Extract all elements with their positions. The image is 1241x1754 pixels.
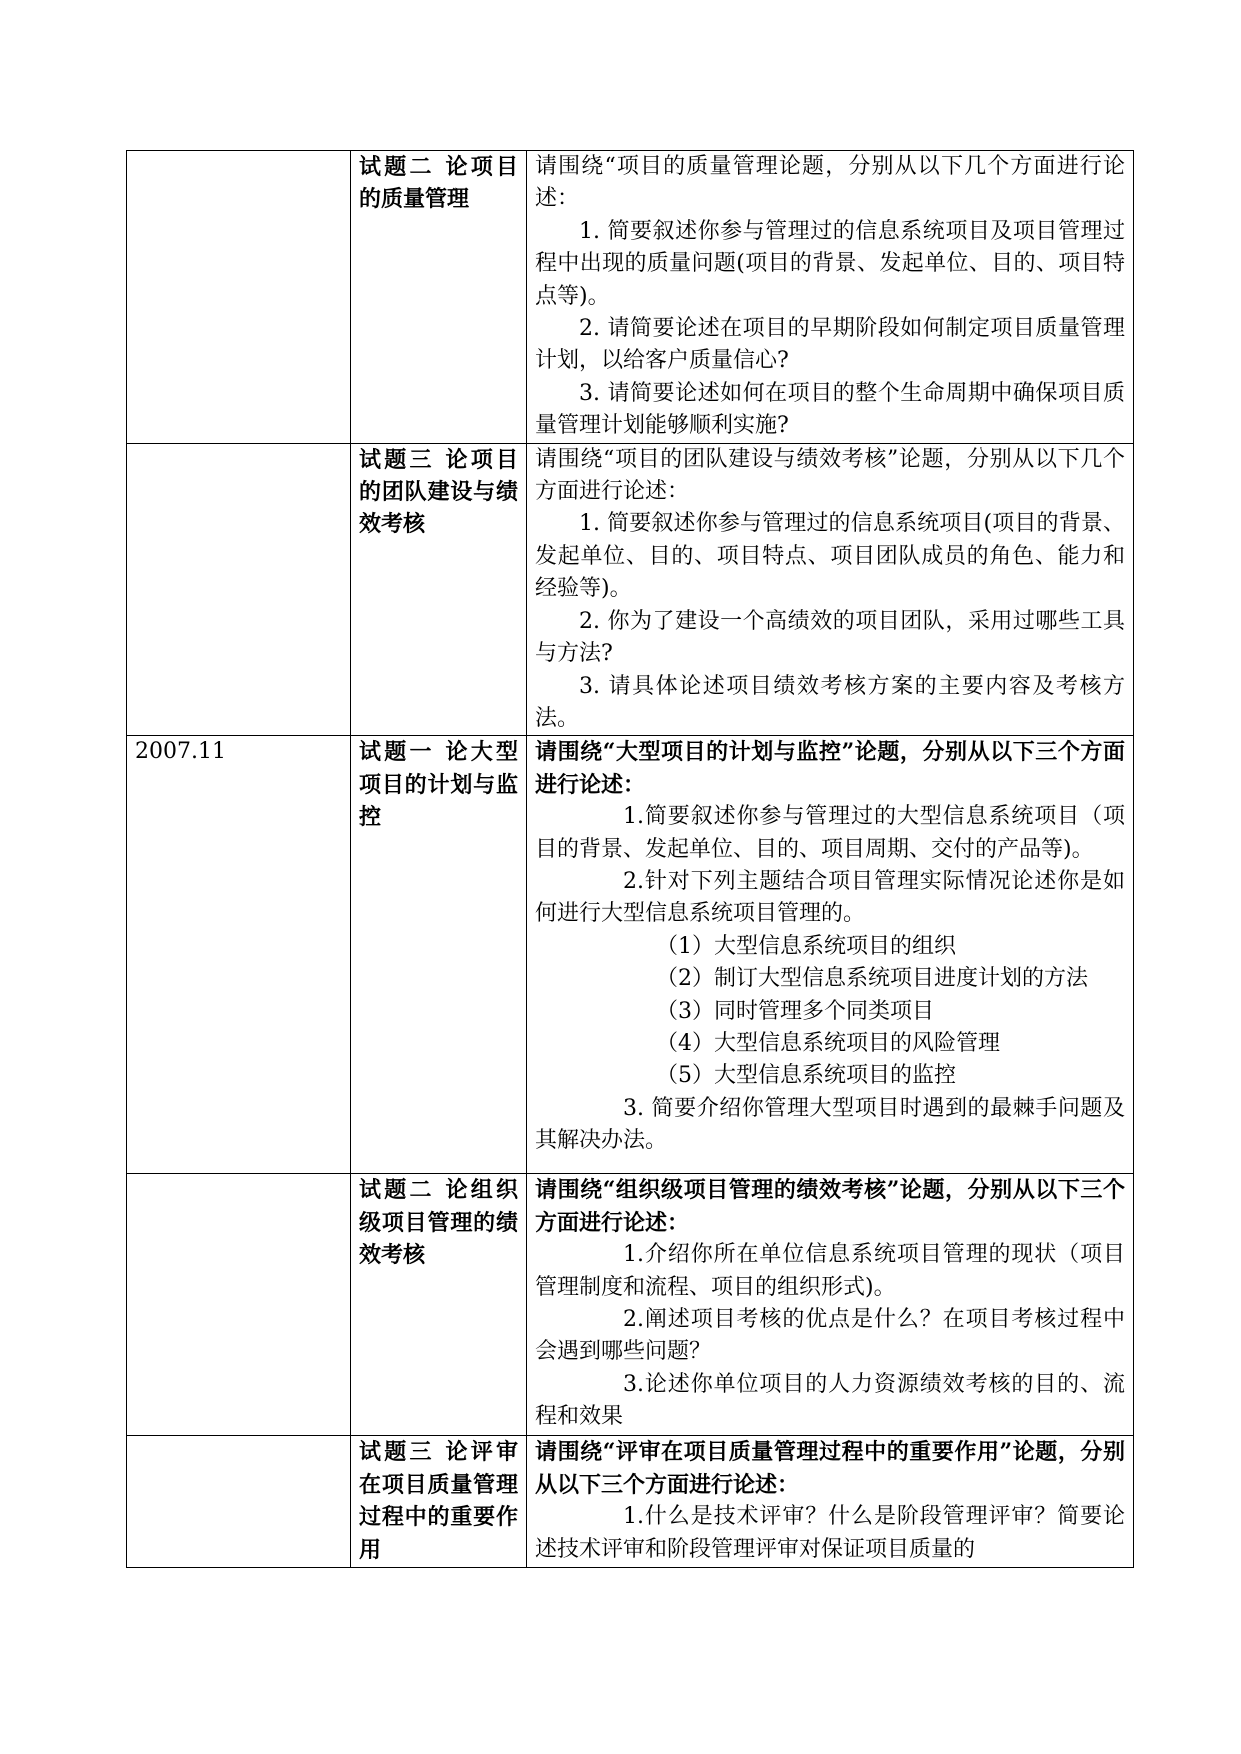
description-item: 1.什么是技术评审？什么是阶段管理评审？简要论述技术评审和阶段管理评审对保证项目质量的	[535, 1504, 1125, 1562]
table-row	[127, 443, 1134, 736]
description-item: 3. 请简要论述如何在项目的整个生命周期中确保项目质量管理计划能够顺利实施?	[535, 380, 1125, 439]
description-intro: 请围绕“项目的团队建设与绩效考核”论题，分别从以下几个方面进行论述：	[535, 446, 1125, 505]
topic-cell: 试题一 论大型项目的计划与监控	[351, 736, 527, 1174]
description-intro: 请围绕“项目的质量管理论题，分别从以下几个方面进行论述：	[535, 154, 1125, 212]
description-subitem: （2）制订大型信息系统项目进度计划的方法	[656, 966, 1088, 992]
description-subitem: （3）同时管理多个同类项目	[656, 998, 934, 1024]
description-item: 3.论述你单位项目的人力资源绩效考核的目的、流程和效果	[535, 1371, 1125, 1430]
description-item: 1.简要叙述你参与管理过的大型信息系统项目（项目的背景、发起单位、目的、项目周期、交付的产品等)。	[535, 804, 1125, 862]
date-cell	[127, 443, 351, 736]
description-subitem: （4）大型信息系统项目的风险管理	[656, 1030, 1000, 1056]
date-cell	[127, 1174, 351, 1436]
description-item: 2.阐述项目考核的优点是什么？在项目考核过程中会遇到哪些问题？	[535, 1306, 1125, 1365]
topic-cell: 试题二 论项目的质量管理	[351, 151, 527, 444]
table-row	[127, 1174, 1134, 1436]
description-item: 1.介绍你所在单位信息系统项目管理的现状（项目管理制度和流程、项目的组织形式)。	[535, 1242, 1125, 1300]
description-cell	[527, 736, 1134, 1174]
topic-cell: 试题二 论组织级项目管理的绩效考核	[351, 1174, 527, 1436]
date-cell: 2007.11	[127, 736, 351, 1174]
description-item: 2. 你为了建设一个高绩效的项目团队，采用过哪些工具与方法?	[535, 608, 1125, 667]
description-cell	[527, 1436, 1134, 1568]
description-item: 1. 简要叙述你参与管理过的信息系统项目及项目管理过程中出现的质量问题(项目的背景、发起单位、目的、项目特点等)。	[535, 218, 1125, 309]
exam-topics-table	[126, 150, 1134, 1568]
topic-cell: 试题三 论项目的团队建设与绩效考核	[351, 443, 527, 736]
description-item: 2.针对下列主题结合项目管理实际情况论述你是如何进行大型信息系统项目管理的。	[535, 868, 1125, 927]
description-subitem: （1）大型信息系统项目的组织	[656, 933, 956, 959]
description-intro: 请围绕“评审在项目质量管理过程中的重要作用”论题，分别从以下三个方面进行论述：	[535, 1439, 1125, 1498]
description-subitem: （5）大型信息系统项目的监控	[656, 1063, 956, 1089]
date-cell	[127, 151, 351, 444]
topic-cell: 试题三 论评审在项目质量管理过程中的重要作用	[351, 1436, 527, 1568]
description-cell	[527, 443, 1134, 736]
description-cell	[527, 1174, 1134, 1436]
description-item: 3. 请具体论述项目绩效考核方案的主要内容及考核方法。	[535, 673, 1125, 731]
description-item: 3. 简要介绍你管理大型项目时遇到的最棘手问题及其解决办法。	[535, 1095, 1125, 1154]
description-intro: 请围绕“大型项目的计划与监控”论题，分别从以下三个方面进行论述：	[535, 739, 1125, 798]
description-item: 1. 简要叙述你参与管理过的信息系统项目(项目的背景、发起单位、目的、项目特点、项目团队成员的角色、能力和经验等)。	[535, 511, 1125, 602]
table-row	[127, 151, 1134, 444]
date-cell	[127, 1436, 351, 1568]
description-intro: 请围绕“组织级项目管理的绩效考核”论题，分别从以下三个方面进行论述：	[535, 1177, 1125, 1236]
table-row	[127, 1436, 1134, 1568]
description-cell	[527, 151, 1134, 444]
table-row	[127, 736, 1134, 1174]
description-item: 2. 请简要论述在项目的早期阶段如何制定项目质量管理计划，以给客户质量信心?	[535, 316, 1125, 374]
